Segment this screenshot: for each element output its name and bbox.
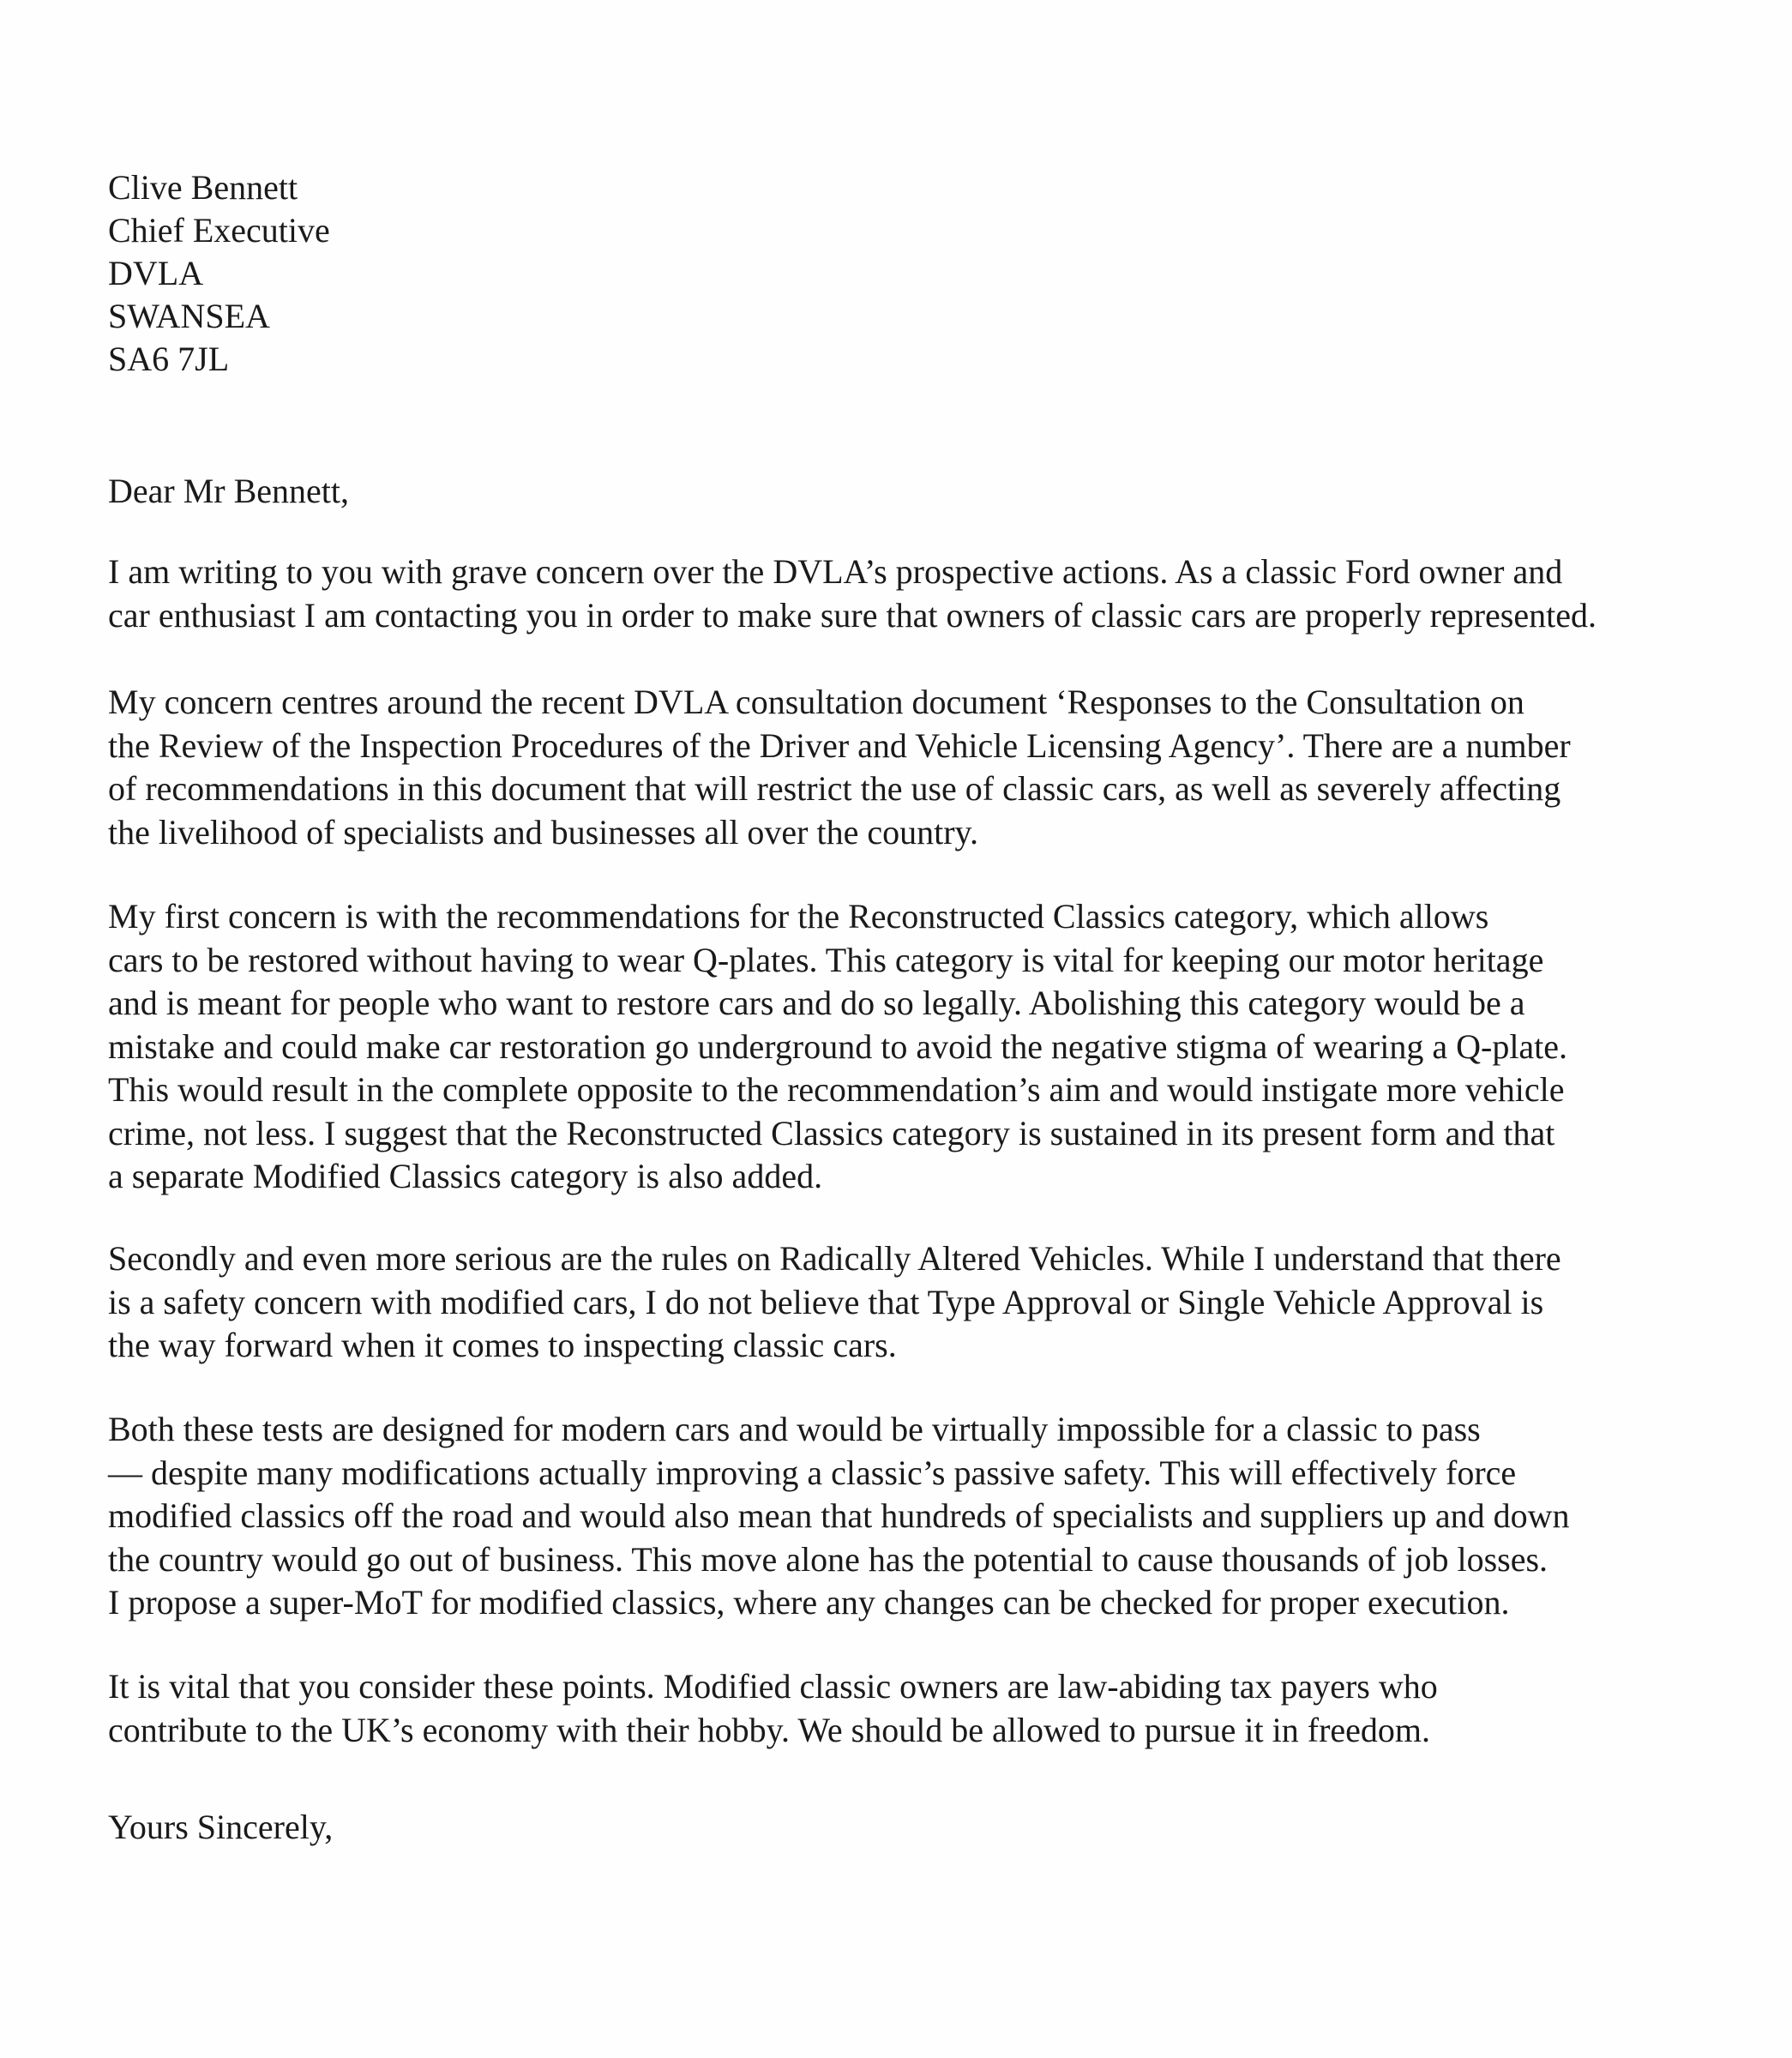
paragraph-line: a separate Modified Classics category is also added.: [108, 1157, 823, 1195]
paragraph-reconstructed-classics: [108, 895, 1746, 1199]
paragraph-line: Both these tests are designed for modern cars and would be virtually impossible for a classic to pass: [108, 1410, 1481, 1448]
address-line-title: Chief Executive: [108, 211, 330, 250]
paragraph-line: modified classics off the road and would also mean that hundreds of specialists and suppliers up and down: [108, 1496, 1570, 1535]
paragraph-line: and is meant for people who want to restore cars and do so legally. Abolishing this category would be a: [108, 984, 1525, 1022]
address-line-organisation: DVLA: [108, 254, 204, 292]
paragraph-line: of recommendations in this document that will restrict the use of classic cars, as well as severely affecting: [108, 769, 1561, 808]
address-line-postcode: SA6 7JL: [108, 340, 230, 378]
paragraph-line: I propose a super-MoT for modified classics, where any changes can be checked for proper execution.: [108, 1583, 1510, 1622]
paragraph-line: I am writing to you with grave concern over the DVLA’s prospective actions. As a classic Ford owner and: [108, 552, 1563, 591]
paragraph-line: the way forward when it comes to inspecting classic cars.: [108, 1326, 897, 1364]
paragraph-line: cars to be restored without having to wear Q-plates. This category is vital for keeping our motor heritage: [108, 940, 1544, 979]
paragraph-line: My concern centres around the recent DVLA consultation document ‘Responses to the Consultation on: [108, 683, 1524, 721]
paragraph-line: the country would go out of business. This move alone has the potential to cause thousands of job losses.: [108, 1539, 1548, 1579]
address-line-name: Clive Bennett: [108, 168, 298, 207]
letter-body: [108, 166, 1754, 1846]
paragraph-line: contribute to the UK’s economy with their hobby. We should be allowed to pursue it in freedom.: [108, 1710, 1431, 1749]
recipient-address: [108, 166, 1754, 381]
salutation: Dear Mr Bennett,: [108, 472, 350, 510]
closing: Yours Sincerely,: [108, 1808, 334, 1846]
paragraph-line: is a safety concern with modified cars, I do not believe that Type Approval or Single Vehicle Approval is: [108, 1282, 1544, 1321]
paragraph-consultation-concern: [108, 681, 1746, 854]
paragraph-conclusion: [108, 1665, 1746, 1752]
paragraph-line: car enthusiast I am contacting you in order to make sure that owners of classic cars are properly represented.: [108, 595, 1597, 635]
paragraph-line: the Review of the Inspection Procedures of the Driver and Vehicle Licensing Agency’. There are a number: [108, 725, 1571, 765]
paragraph-introduction: [108, 551, 1746, 637]
paragraph-line: It is vital that you consider these points. Modified classic owners are law-abiding tax payers who: [108, 1667, 1438, 1706]
paragraph-line: mistake and could make car restoration go underground to avoid the negative stigma of wearing a Q-plate.: [108, 1026, 1568, 1066]
paragraph-radically-altered-vehicles: [108, 1237, 1746, 1368]
paragraph-line: crime, not less. I suggest that the Reconstructed Classics category is sustained in its present form and that: [108, 1113, 1555, 1152]
paragraph-line: — despite many modifications actually improving a classic’s passive safety. This will effectively force: [108, 1453, 1517, 1492]
paragraph-line: My first concern is with the recommendations for the Reconstructed Classics category, which allows: [108, 897, 1489, 936]
paragraph-line: the livelihood of specialists and businesses all over the country.: [108, 812, 978, 851]
paragraph-line: Secondly and even more serious are the rules on Radically Altered Vehicles. While I understand that there: [108, 1239, 1561, 1278]
paragraph-tests-and-super-mot: [108, 1408, 1746, 1625]
address-line-town: SWANSEA: [108, 297, 270, 335]
paragraph-line: This would result in the complete opposite to the recommendation’s aim and would instigate more vehicle: [108, 1070, 1565, 1109]
